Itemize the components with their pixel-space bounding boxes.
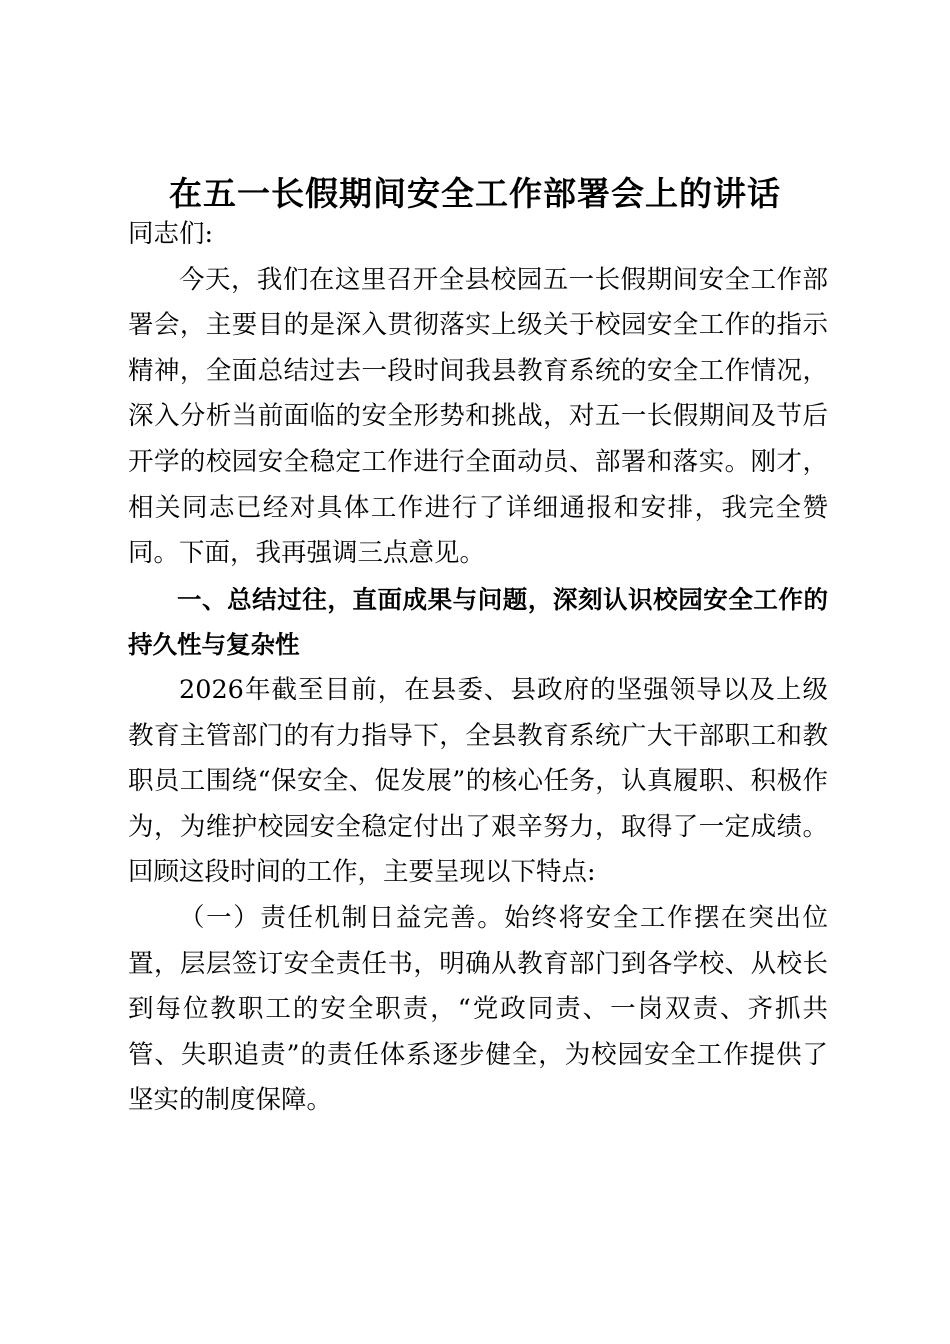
salutation: 同志们: (128, 219, 214, 249)
section-heading-1: 一、总结过往，直面成果与问题，深刻认识校园安全工作的持久性与复杂性 (128, 584, 828, 660)
paragraph-point-1: （一）责任机制日益完善。始终将安全工作摆在突出位置，层层签订安全责任书，明确从教育部门到各学校、从校长到每位教职工的安全职责，“党政同责、一岗双责、齐抓共管、失职追责”的责任体系逐步健全，为校园安全工作提供了坚实的制度保障。 (128, 902, 828, 1116)
document-body (128, 212, 828, 1124)
paragraph-intro: 今天，我们在这里召开全县校园五一长假期间安全工作部署会，主要目的是深入贯彻落实上级关于校园安全工作的指示精神，全面总结过去一段时间我县教育系统的安全工作情况，深入分析当前面临的安全形势和挑战，对五一长假期间及节后开学的校园安全稳定工作进行全面动员、部署和落实。刚才，相关同志已经对具体工作进行了详细通报和安排，我完全赞同。下面，我再强调三点意见。 (128, 264, 828, 569)
paragraph-summary: 2026年截至目前，在县委、县政府的坚强领导以及上级教育主管部门的有力指导下，全县教育系统广大干部职工和教职员工围绕“保安全、促发展”的核心任务，认真履职、积极作为，为维护校园安全稳定付出了艰辛努力，取得了一定成绩。回顾这段时间的工作，主要呈现以下特点: (128, 674, 828, 888)
document-title: 在五一长假期间安全工作部署会上的讲话 (169, 174, 781, 213)
